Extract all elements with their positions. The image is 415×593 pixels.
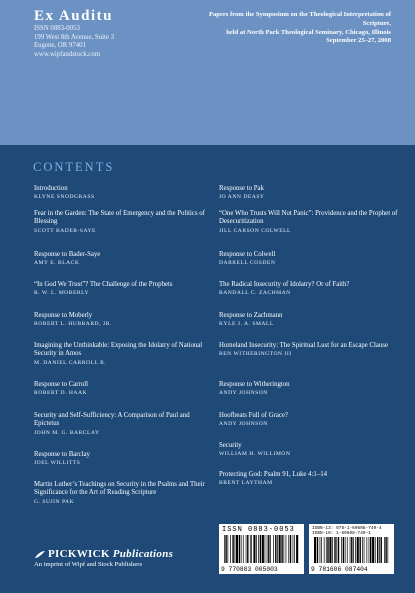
barcode-bar bbox=[326, 537, 327, 563]
issn-barcode-label: ISSN 0883-0053 bbox=[222, 526, 295, 534]
barcode-bar bbox=[288, 535, 289, 563]
barcode-bar bbox=[336, 537, 337, 563]
barcode-bar bbox=[377, 537, 378, 563]
barcode-bar bbox=[273, 535, 274, 563]
entry-author: BRENT LAYTHAM bbox=[219, 480, 273, 487]
entry-title: Response to Carroll bbox=[34, 381, 88, 388]
barcode-bar bbox=[253, 535, 255, 563]
barcode-bar bbox=[370, 537, 371, 563]
entry-author: JO ANN DEASY bbox=[219, 194, 265, 201]
barcode-bar bbox=[279, 535, 281, 563]
barcode-bar bbox=[228, 535, 229, 563]
entry-title: Response to Barclay bbox=[34, 451, 90, 458]
barcode-bar bbox=[360, 537, 361, 563]
barcode-bar bbox=[345, 537, 346, 563]
barcode-bar bbox=[347, 537, 348, 563]
barcode-bar bbox=[230, 535, 231, 563]
publisher-name-italic: Publications bbox=[112, 548, 174, 560]
entry-title: Security and Self-Sufficiency: A Comparison of Paul and Epictetus bbox=[34, 412, 190, 428]
barcode-bar bbox=[357, 537, 359, 563]
website: www.wipfandstock.com bbox=[34, 50, 101, 58]
barcode-bar bbox=[367, 537, 368, 563]
barcode-bar bbox=[239, 535, 240, 563]
entry-author: ROBERT D. HAAK bbox=[34, 390, 88, 397]
entry-author: SCOTT BADER-SAYE bbox=[34, 227, 96, 234]
barcode-bar bbox=[317, 537, 318, 563]
isbn-barcode-bars bbox=[314, 537, 389, 563]
barcode-bar bbox=[327, 537, 328, 563]
isbn-barcode-labels bbox=[312, 526, 382, 536]
entry-title: “One Who Trusts Will Not Panic”: Providence and the Prophet of Desecuritization bbox=[219, 210, 398, 226]
entry-author: G. SUJIN PAK bbox=[34, 498, 75, 505]
barcode-bar bbox=[341, 537, 342, 563]
contents-entry bbox=[34, 210, 214, 235]
quill-icon bbox=[34, 550, 46, 559]
entry-title: “In God We Trust”? The Challenge of the Prophets bbox=[34, 281, 173, 288]
entry-title: Response to Bader-Saye bbox=[34, 251, 101, 258]
barcode-bar bbox=[268, 535, 269, 563]
publisher-name: PICKWICK Publications bbox=[48, 548, 174, 560]
entry-title: Response to Witherington bbox=[219, 381, 290, 388]
contents-entry bbox=[219, 210, 399, 235]
barcode-bar bbox=[379, 537, 380, 563]
barcode-bar bbox=[384, 537, 385, 563]
contents-entry bbox=[219, 471, 399, 487]
entry-author: RANDALL C. ZACHMAN bbox=[219, 290, 291, 297]
barcode-bar bbox=[262, 535, 264, 563]
barcode-bar bbox=[224, 535, 225, 563]
barcode-bar bbox=[286, 535, 287, 563]
barcode-bar bbox=[235, 535, 236, 563]
entry-title: Protecting God: Psalm 91, Luke 4:1–14 bbox=[219, 471, 327, 478]
isbn-barcode-number: 9 781606 087404 bbox=[311, 566, 368, 573]
barcode-bar bbox=[236, 535, 238, 563]
contents-entry bbox=[34, 281, 214, 297]
barcode-bar bbox=[320, 537, 321, 563]
barcode-bar bbox=[329, 537, 331, 563]
barcode-bar bbox=[332, 537, 333, 563]
contents-entry bbox=[219, 251, 399, 267]
barcode-bar bbox=[381, 537, 382, 563]
contents-entry bbox=[34, 481, 214, 506]
symposium-line-3: September 25–27, 2008 bbox=[326, 37, 391, 45]
barcode-bar bbox=[388, 537, 389, 563]
entry-title: Security bbox=[219, 442, 242, 449]
entry-author: AMY E. BLACK bbox=[34, 260, 80, 267]
entry-author: KLYNE SNODGRASS bbox=[34, 194, 95, 201]
entry-title: Martin Luther’s Teachings on Security in the Psalms and Their Significance for the Art of Reading Scripture bbox=[34, 481, 205, 497]
entry-author: ANDY JOHNSON bbox=[219, 390, 268, 397]
barcode-bar bbox=[355, 537, 356, 563]
barcode-bar bbox=[351, 537, 352, 563]
entry-title: Response to Zachmann bbox=[219, 312, 283, 319]
entry-author: JILL CARSON COLWELL bbox=[219, 227, 291, 234]
barcode-bar bbox=[293, 535, 294, 563]
entry-author: ROBERT L. HUBBARD, JR. bbox=[34, 321, 112, 328]
barcode-bar bbox=[362, 537, 363, 563]
entry-author: R. W. L. MOBERLY bbox=[34, 290, 89, 297]
barcode-bar bbox=[353, 537, 354, 563]
barcode-bar bbox=[232, 535, 233, 563]
entry-author: JOHN M. G. BARCLAY bbox=[34, 429, 100, 436]
barcode-bar bbox=[321, 537, 322, 563]
isbn13-label: ISBN-13: 978-1-60608-740-4 bbox=[312, 526, 382, 531]
contents-entry bbox=[34, 381, 214, 397]
barcode-bar bbox=[241, 535, 242, 563]
barcode-bar bbox=[334, 537, 335, 563]
barcode-bar bbox=[277, 535, 278, 563]
barcode-bar bbox=[275, 535, 276, 563]
barcode-bar bbox=[225, 535, 226, 563]
barcode-bar bbox=[258, 535, 259, 563]
barcode-bar bbox=[324, 537, 325, 563]
publisher-imprint bbox=[34, 548, 173, 568]
entry-title: Imagining the Unthinkable: Exposing the Idolatry of National Security in Amos bbox=[34, 342, 203, 358]
entry-title: Response to Colwell bbox=[219, 251, 276, 258]
barcode-bar bbox=[250, 535, 251, 563]
entry-author: KYLE J. A. SMALL bbox=[219, 321, 274, 328]
contents-entry bbox=[34, 185, 214, 201]
barcode-bar bbox=[369, 537, 370, 563]
entry-author: BEN WITHERINGTON III bbox=[219, 351, 292, 358]
contents-entry bbox=[34, 251, 214, 267]
contents-entry bbox=[219, 185, 399, 201]
entry-title: Response to Pak bbox=[219, 185, 264, 192]
barcode-bar bbox=[256, 535, 257, 563]
journal-title: Ex Auditu bbox=[34, 8, 113, 24]
barcode-bar bbox=[375, 537, 376, 563]
barcode-bar bbox=[246, 535, 247, 563]
barcode-bar bbox=[364, 537, 365, 563]
entry-author: ANDY JOHNSON bbox=[219, 421, 268, 428]
publisher-tagline: An imprint of Wipf and Stock Publishers bbox=[34, 561, 143, 568]
entry-author: JOEL WILLITTS bbox=[34, 460, 81, 467]
address-line-2: Eugene, OR 97401 bbox=[34, 42, 86, 50]
contents-entry bbox=[219, 342, 399, 358]
journal-info bbox=[34, 8, 114, 59]
barcode-bar bbox=[296, 535, 298, 563]
address-line-1: 199 West 8th Avenue, Suite 3 bbox=[34, 33, 115, 41]
contents-entry bbox=[219, 412, 399, 428]
header-band bbox=[0, 0, 415, 145]
contents-entry bbox=[219, 442, 399, 458]
contents-entry bbox=[219, 381, 399, 397]
barcode-bar bbox=[343, 537, 344, 563]
issn-barcode bbox=[219, 524, 304, 574]
symposium-line-2: held at North Park Theological Seminary, Chicago, Illinois bbox=[226, 28, 391, 36]
barcode-bar bbox=[267, 535, 268, 563]
isbn10-label: ISBN-10: 1-60608-740-1 bbox=[312, 531, 371, 536]
contents-entry bbox=[34, 312, 214, 328]
entry-title: Homeland Insecurity: The Spiritual Lust for an Escape Clause bbox=[219, 342, 388, 349]
issn-barcode-bars bbox=[224, 535, 299, 563]
entry-title: Response to Moberly bbox=[34, 312, 93, 319]
issn-barcode-number: 9 770883 005003 bbox=[221, 566, 278, 573]
barcode-bar bbox=[294, 535, 295, 563]
contents-entry bbox=[34, 342, 214, 367]
entry-title: Introduction bbox=[34, 185, 68, 192]
barcode-bar bbox=[247, 535, 248, 563]
symposium-line-1: Papers from the Symposium on the Theological Interpretation of Scripture, bbox=[208, 11, 391, 27]
barcode-bar bbox=[251, 535, 252, 563]
isbn-barcode bbox=[309, 524, 394, 574]
barcode-bar bbox=[243, 535, 244, 563]
entry-title: Hoofbeats Full of Grace? bbox=[219, 412, 288, 419]
barcode-bar bbox=[385, 537, 386, 563]
contents-entry bbox=[219, 312, 399, 328]
barcode-bar bbox=[338, 537, 339, 563]
contents-entry bbox=[219, 281, 399, 297]
barcode-bar bbox=[270, 535, 271, 563]
contents-heading: CONTENTS bbox=[33, 160, 115, 174]
publisher-logo bbox=[34, 548, 173, 560]
barcode-bar bbox=[284, 535, 285, 563]
symposium-info bbox=[191, 11, 391, 46]
entry-author: DARRELL COSDEN bbox=[219, 260, 276, 267]
entry-title: Fear in the Garden: The State of Emergency and the Politics of Blessing bbox=[34, 210, 205, 226]
barcode-bar bbox=[290, 535, 291, 563]
entry-author: WILLIAM H. WILLIMON bbox=[219, 451, 291, 458]
contents-entry bbox=[34, 412, 214, 437]
barcode-bar bbox=[372, 537, 374, 563]
barcode-bar bbox=[314, 537, 316, 563]
barcode-bar bbox=[281, 535, 282, 563]
issn: ISSN 0883-0053 bbox=[34, 25, 80, 32]
entry-author: M. DANIEL CARROLL R. bbox=[34, 359, 107, 366]
entry-title: The Radical Insecurity of Idolatry? Or of Faith? bbox=[219, 281, 350, 288]
barcode-bar bbox=[350, 537, 351, 563]
barcode-bar bbox=[260, 535, 261, 563]
contents-entry bbox=[34, 451, 214, 467]
barcode-bar bbox=[265, 535, 266, 563]
